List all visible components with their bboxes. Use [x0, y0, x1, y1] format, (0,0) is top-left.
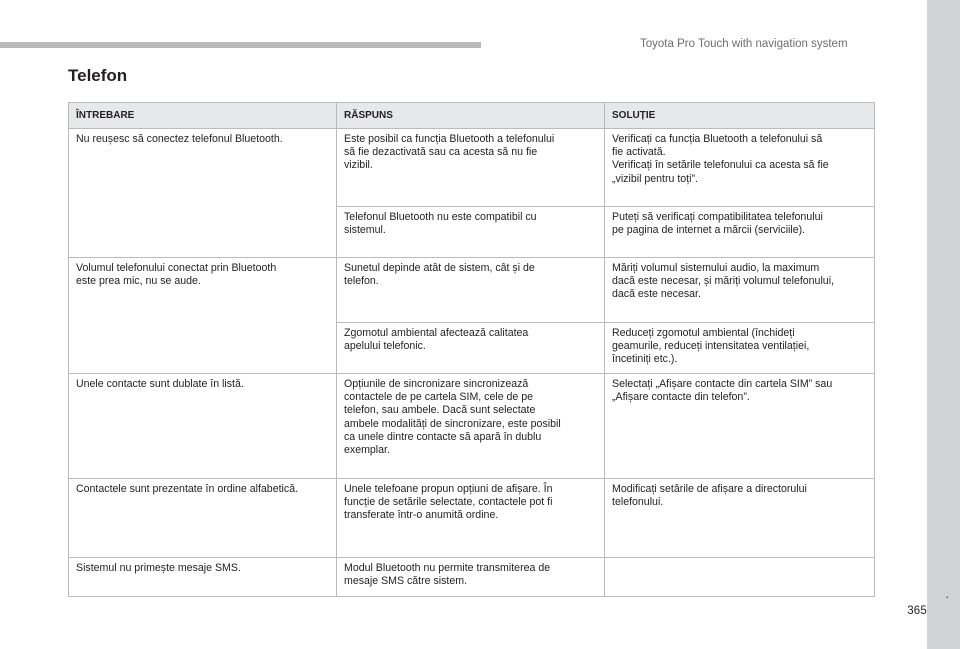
section-title: Telefon — [68, 66, 128, 85]
answer-cell: Sunetul depinde atât de sistem, cât și de telefon. — [337, 258, 605, 323]
table-row — [69, 479, 875, 558]
answer-cell: Telefonul Bluetooth nu este compatibil cu sistemul. — [337, 207, 605, 258]
solution-cell — [605, 558, 875, 597]
side-marker: . — [945, 586, 949, 601]
column-header-question: ÎNTREBARE — [69, 103, 337, 129]
header-rule — [0, 42, 481, 48]
solution-cell: Măriți volumul sistemului audio, la maximum dacă este necesar, și măriți volumul telefonului, dacă este necesar. — [605, 258, 875, 323]
answer-cell: Zgomotul ambiental afectează calitatea apelului telefonic. — [337, 323, 605, 374]
column-header-answer: RĂSPUNS — [337, 103, 605, 129]
solution-cell: Reduceți zgomotul ambiental (închideți geamurile, reduceți intensitatea ventilației, încetiniți etc.). — [605, 323, 875, 374]
question-cell: Nu reușesc să conectez telefonul Bluetooth. — [69, 129, 337, 258]
solution-cell: Modificați setările de afișare a directorului telefonului. — [605, 479, 875, 558]
question-cell: Volumul telefonului conectat prin Bluetooth este prea mic, nu se aude. — [69, 258, 337, 374]
answer-cell: Unele telefoane propun opțiuni de afișare. În funcție de setările selectate, contactele pot fi transferate într-o anumită ordine. — [337, 479, 605, 558]
troubleshooting-table — [68, 102, 875, 597]
solution-cell: Selectați „Afișare contacte din cartela SIM” sau „Afișare contacte din telefon”. — [605, 374, 875, 479]
page-number: 365 — [907, 605, 927, 617]
side-tab — [927, 0, 960, 649]
question-cell: Contactele sunt prezentate în ordine alfabetică. — [69, 479, 337, 558]
table-row — [69, 374, 875, 479]
running-header: Toyota Pro Touch with navigation system — [640, 38, 848, 50]
question-cell: Sistemul nu primește mesaje SMS. — [69, 558, 337, 597]
table-row — [69, 258, 875, 323]
table-header-row — [69, 103, 875, 129]
column-header-solution: SOLUȚIE — [605, 103, 875, 129]
answer-cell: Este posibil ca funcția Bluetooth a telefonului să fie dezactivată sau ca acesta să nu fie vizibil. — [337, 129, 605, 207]
answer-cell: Opțiunile de sincronizare sincronizează contactele de pe cartela SIM, cele de pe telefon, sau ambele. Dacă sunt selectate ambele modalități de sincronizare, este posibil ca unele dintre contacte să apară în dublu exemplar. — [337, 374, 605, 479]
table-row — [69, 129, 875, 207]
solution-cell: Verificați ca funcția Bluetooth a telefonului să fie activată. Verificați în setările telefonului ca acesta să fie „vizibil pentru toți”. — [605, 129, 875, 207]
question-cell: Unele contacte sunt dublate în listă. — [69, 374, 337, 479]
table-row — [69, 558, 875, 597]
answer-cell: Modul Bluetooth nu permite transmiterea de mesaje SMS către sistem. — [337, 558, 605, 597]
solution-cell: Puteți să verificați compatibilitatea telefonului pe pagina de internet a mărcii (serviciile). — [605, 207, 875, 258]
